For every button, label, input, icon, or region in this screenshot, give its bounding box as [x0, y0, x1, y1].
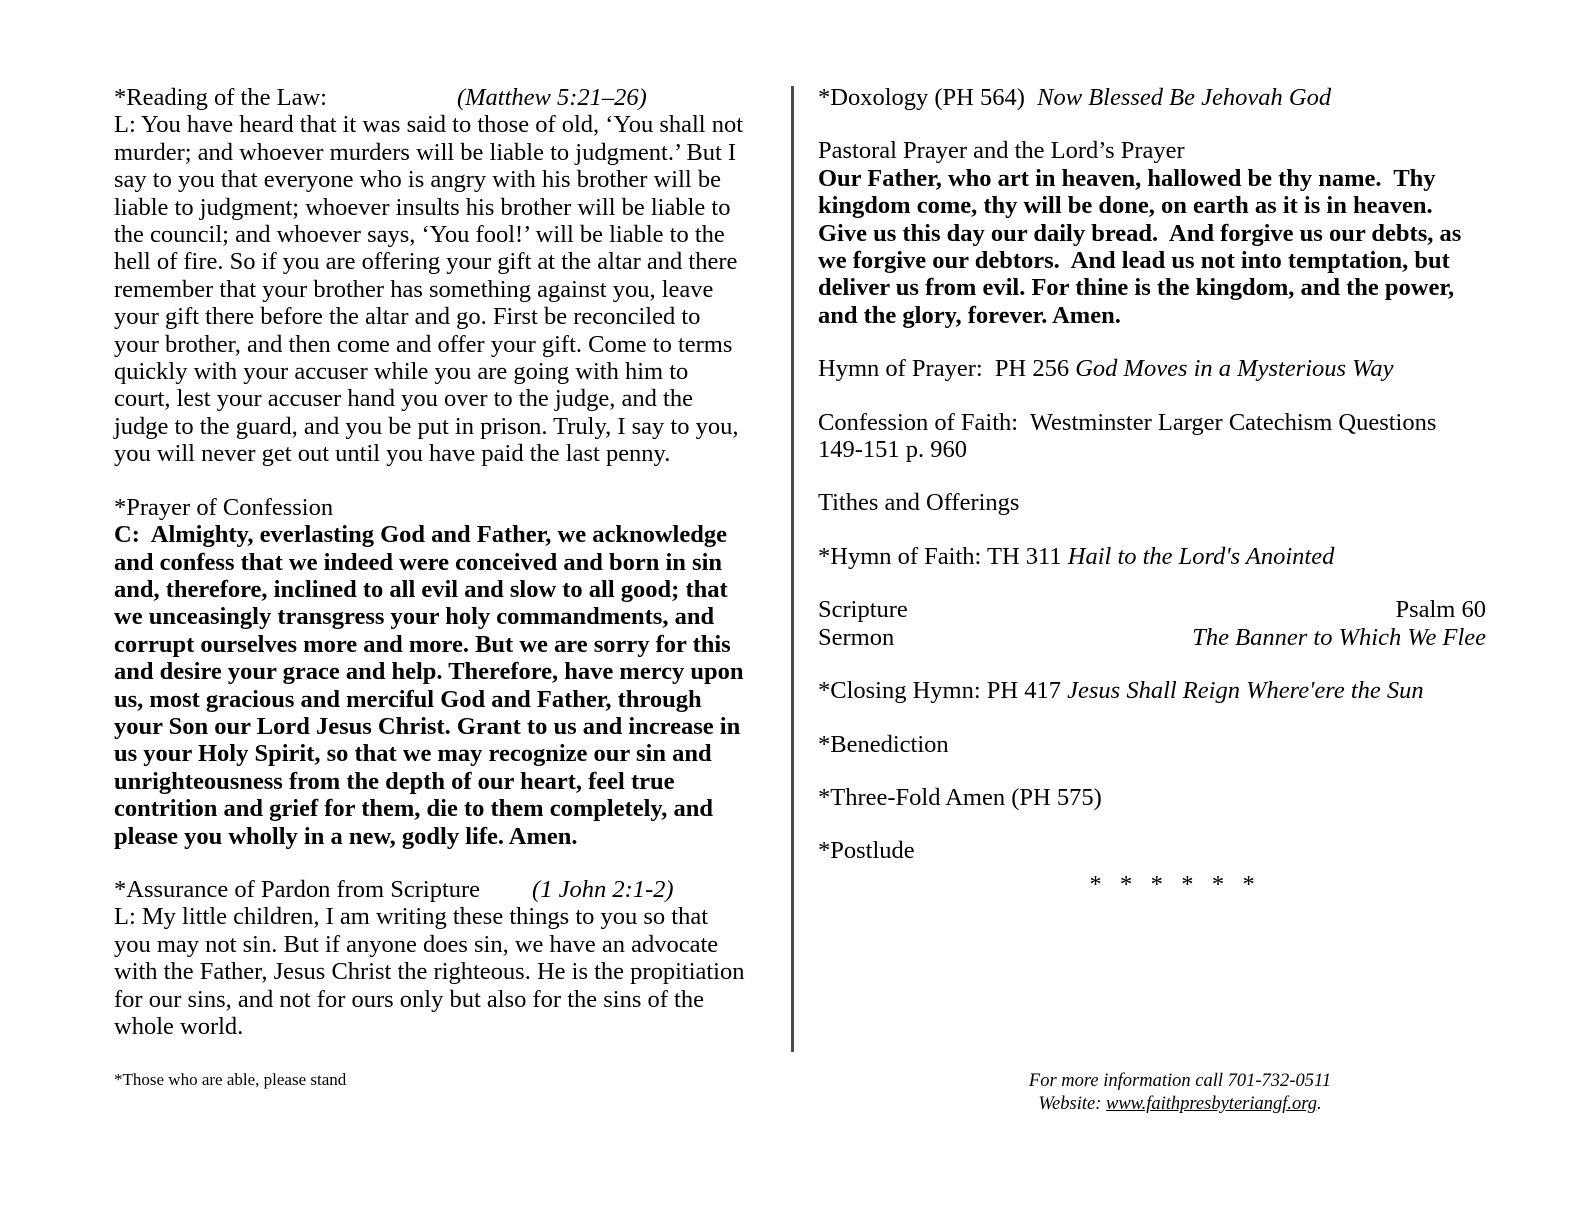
left-column: [114, 84, 750, 1040]
confession-of-faith-line: Confession of Faith: Westminster Larger Catechism Questions 149-151 p. 960: [818, 408, 1443, 464]
website-url-link[interactable]: www.faithpresbyteriangf.org: [1105, 1094, 1318, 1114]
assurance-of-pardon-body: L: My little children, I am writing these things to you so that you may not sin. But if anyone does sin, we have an advocate with the Father, Jesus Christ the righteous. He is the propitiation for our sins, and not for ours only but also for the sins of the whole world.: [114, 903, 745, 1040]
assurance-of-pardon-heading-row: [114, 876, 750, 903]
spacer: [114, 850, 750, 876]
lords-prayer-body: Our Father, who art in heaven, hallowed be thy name. Thy kingdom come, thy will be done, on earth as it is in heaven. Give us this day our daily bread. And forgive us our debts, as we forgive our debtors. And lead us not into temptation, but deliver us from evil. For thine is the kingdom, and the power, and the glory, forever. Amen.: [818, 164, 1468, 329]
prayer-of-confession-heading: *Prayer of Confession: [114, 493, 334, 521]
hymn-of-faith-title: Hail to the Lord's Anointed: [1067, 542, 1335, 570]
sermon-label: Sermon: [818, 623, 895, 651]
tithes-and-offerings-line: Tithes and Offerings: [818, 489, 1020, 517]
scripture-value: Psalm 60: [1395, 596, 1486, 624]
closing-hymn-line: [818, 677, 1486, 704]
scripture-label: Scripture: [818, 596, 908, 624]
prayer-of-confession-body: C: Almighty, everlasting God and Father, we acknowledge and confess that we indeed were conceived and born in sin and, therefore, inclined to all evil and slow to all good; that we unceasingly transgress your holy commandments, and corrupt ourselves more and more. But we are sorry for this and desire your grace and help. Therefore, have mercy upon us, most gracious and merciful God and Father, through your Son our Lord Jesus Christ. Grant to us and increase in us your Holy Spirit, so that we may recognize our sin and unrighteousness from the depth of our heart, feel true contrition and grief for them, die to them completely, and please you wholly in a new, godly life. Amen.: [114, 521, 750, 850]
reading-of-the-law-reference: (Matthew 5:21–26): [456, 84, 647, 111]
doxology-title: Now Blessed Be Jehovah God: [1037, 84, 1332, 111]
right-column: [818, 84, 1486, 898]
reading-of-the-law-section: [114, 84, 750, 468]
reading-of-the-law-body: L: You have heard that it was said to those of old, ‘You shall not murder; and whoever murders will be liable to judgment.’ But I say to you that everyone who is angry with his brother will be liable to judgment; whoever insults his brother will be liable to the council; and whoever says, ‘You fool!’ will be liable to the hell of fire. So if you are offering your gift at the altar and there remember that your brother has something against you, leave your gift there before the altar and go. First be reconciled to your brother, and then come and offer your gift. Come to terms quickly with your accuser while you are going with him to court, lest your accuser hand you over to the judge, and the judge to the guard, and you be put in prison. Truly, I say to you, you will never get out until you have paid the last penny.: [114, 111, 744, 468]
hymn-of-faith-label: *Hymn of Faith: TH 311: [818, 542, 1068, 570]
scripture-row: [818, 596, 1486, 623]
sermon-value: The Banner to Which We Flee: [1192, 623, 1486, 651]
assurance-of-pardon-reference: (1 John 2:1-2): [532, 875, 674, 903]
hymn-of-prayer-title: God Moves in a Mysterious Way: [1075, 355, 1394, 383]
pastoral-prayer-heading: Pastoral Prayer and the Lord’s Prayer: [818, 137, 1185, 165]
contact-info-line: For more information call 701-732-0511: [1028, 1071, 1332, 1091]
standing-note: *Those who are able, please stand: [114, 1070, 347, 1089]
closing-hymn-title: Jesus Shall Reign Where'ere the Sun: [1067, 677, 1424, 705]
contact-footer: [900, 1070, 1460, 1116]
reading-of-the-law-heading: *Reading of the Law:: [114, 84, 327, 111]
hymn-of-prayer-label: Hymn of Prayer: PH 256: [818, 355, 1076, 383]
assurance-of-pardon-heading: *Assurance of Pardon from Scripture: [114, 875, 481, 903]
closing-hymn-label: *Closing Hymn: PH 417: [818, 677, 1068, 705]
three-fold-amen-line: *Three-Fold Amen (PH 575): [818, 783, 1102, 811]
hymn-of-faith-line: [818, 543, 1486, 570]
spacer: [114, 468, 750, 494]
benediction-line: *Benediction: [818, 730, 949, 758]
sermon-row: [818, 624, 1486, 651]
website-line: [900, 1093, 1460, 1116]
postlude-line: *Postlude: [818, 837, 915, 865]
doxology-line: [818, 84, 1486, 111]
doxology-label: *Doxology (PH 564): [818, 84, 1038, 111]
asterisk-separator: * * * * * *: [1089, 870, 1255, 898]
prayer-of-confession-section: [114, 494, 750, 850]
column-divider: [791, 86, 794, 1052]
assurance-of-pardon-section: [114, 876, 750, 1040]
reading-of-the-law-heading-row: [114, 84, 750, 111]
website-period: .: [1317, 1094, 1322, 1114]
website-label: Website:: [1038, 1094, 1106, 1114]
hymn-of-prayer-line: [818, 355, 1486, 382]
